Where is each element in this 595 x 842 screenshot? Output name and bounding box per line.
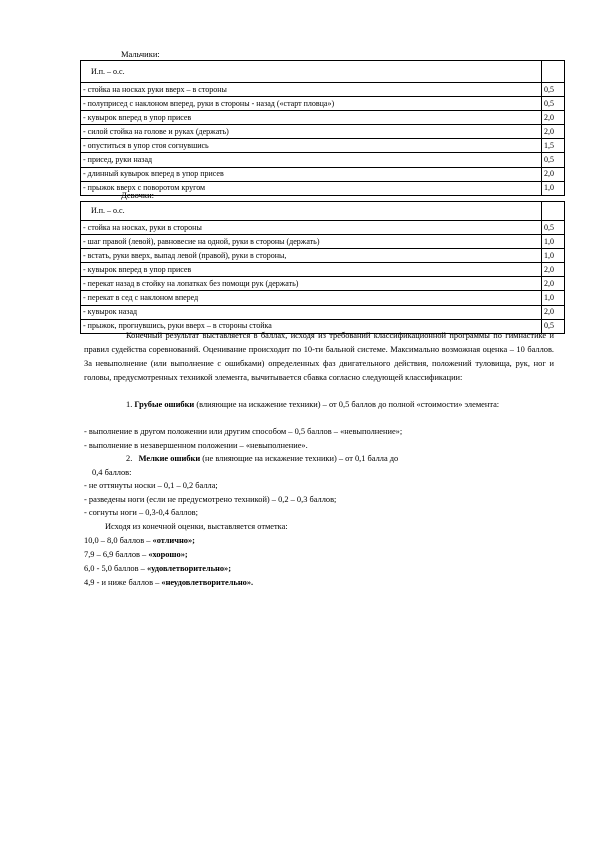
grade-end: ;	[192, 536, 195, 545]
grade-end: ;	[184, 550, 188, 559]
table-row	[81, 125, 565, 139]
minor-errors-description: (не влияющие на искажение техники) – от 0,1 балла до	[200, 454, 399, 463]
grade-end: .	[251, 578, 254, 587]
grade-line	[84, 534, 195, 547]
grade-range: 6,0 - 5,0 баллов –	[84, 564, 147, 573]
exercise-cell: - кувырок вперед в упор присев	[81, 263, 542, 277]
girls-heading: Девочки:	[121, 190, 154, 200]
table-row	[81, 235, 565, 249]
score-cell: 0,5	[542, 221, 565, 235]
gross-errors-number: 1.	[126, 400, 133, 409]
exercise-cell: - кувырок назад	[81, 305, 542, 319]
score-cell: 1,0	[542, 181, 565, 195]
table-row	[81, 111, 565, 125]
score-cell	[542, 61, 565, 83]
start-position-cell: И.п. – о.с.	[81, 202, 542, 221]
score-cell: 0,5	[542, 319, 565, 333]
table-row	[81, 277, 565, 291]
exercise-cell: - длинный кувырок вперед в упор присев	[81, 167, 542, 181]
exercise-cell: - прыжок вверх с поворотом кругом	[81, 181, 542, 195]
exercise-cell: - опуститься в упор стоя согнувшись	[81, 139, 542, 153]
intro-paragraph-text: Конечный результат выставляется в баллах, исходя из требований классификационной программы по гимнастике и правил судейства соревнований. Оценивание происходит по 10-ти бальной системе. Максимально возможная оценка – 10 баллов. За невыполнение (или выполнение с ошибками) определенных фаз двигательного действия, положений туловища, рук, ног и головы, предусмотренных техникой элемента, вычитывается сбавка согласно следующей классификации:	[84, 331, 554, 382]
table-row	[81, 139, 565, 153]
minor-errors-continuation: 0,4 баллов:	[92, 468, 132, 477]
grade-line	[84, 576, 253, 589]
table-row	[81, 202, 565, 221]
gross-errors-description: (влияющие на искажение техники) – от 0,5 баллов до полной «стоимости» элемента:	[194, 400, 500, 409]
boys-table	[80, 60, 565, 196]
table-row	[81, 221, 565, 235]
score-cell: 1,0	[542, 249, 565, 263]
score-cell: 1,0	[542, 235, 565, 249]
exercise-cell: - встать, руки вверх, выпад левой (правой), руки в стороны,	[81, 249, 542, 263]
grade-range: 7,9 – 6,9 баллов –	[84, 550, 149, 559]
table-row	[81, 291, 565, 305]
gross-errors-title: Грубые ошибки	[134, 400, 195, 409]
list-item: - выполнение в другом положении или другим способом – 0,5 баллов – «невыполнение»;	[84, 427, 403, 436]
table-row	[81, 305, 565, 319]
exercise-cell: - полуприсед с наклоном вперед, руки в стороны - назад («старт пловца»)	[81, 97, 542, 111]
grade-range: 4,9 - и ниже баллов –	[84, 578, 162, 587]
score-cell: 0,5	[542, 83, 565, 97]
score-cell: 2,0	[542, 167, 565, 181]
grade-mark: «отлично»	[152, 536, 193, 545]
score-cell: 0,5	[542, 97, 565, 111]
score-cell: 1,5	[542, 139, 565, 153]
exercise-cell: - перекат в сед с наклоном вперед	[81, 291, 542, 305]
exercise-cell: - стойка на носках, руки в стороны	[81, 221, 542, 235]
table-row	[81, 97, 565, 111]
score-cell: 2,0	[542, 305, 565, 319]
boys-heading: Мальчики:	[121, 49, 160, 59]
minor-errors-title: Мелкие ошибки	[138, 454, 201, 463]
grade-end: ;	[228, 564, 232, 573]
table-row	[81, 167, 565, 181]
list-item: - не оттянуты носки – 0,1 – 0,2 балла;	[84, 481, 218, 490]
table-row	[81, 263, 565, 277]
score-cell	[542, 202, 565, 221]
start-position-cell: И.п. – о.с.	[81, 61, 542, 83]
table-row	[81, 83, 565, 97]
exercise-cell: - шаг правой (левой), равновесие на одной, руки в стороны (держать)	[81, 235, 542, 249]
exercise-cell: - стойка на носках руки вверх – в стороны	[81, 83, 542, 97]
exercise-cell: - силой стойка на голове и руках (держать)	[81, 125, 542, 139]
minor-errors-number: 2.	[126, 454, 133, 463]
exercise-cell: - кувырок вперед в упор присев	[81, 111, 542, 125]
grade-mark: «удовлетворительно»	[146, 564, 229, 573]
minor-errors-text	[126, 452, 398, 465]
score-cell: 2,0	[542, 111, 565, 125]
exercise-cell: - прыжок, прогнувшись, руки вверх – в стороны стойка	[81, 319, 542, 333]
score-cell: 2,0	[542, 263, 565, 277]
exercise-cell: - присед, руки назад	[81, 153, 542, 167]
score-cell: 2,0	[542, 277, 565, 291]
gross-errors-paragraph	[84, 398, 554, 412]
score-cell: 0,5	[542, 153, 565, 167]
girls-table	[80, 201, 565, 334]
intro-paragraph	[84, 329, 554, 385]
list-item: - разведены ноги (если не предусмотрено техникой) – 0,2 – 0,3 баллов;	[84, 495, 337, 504]
list-item: - выполнение в незавершенном положении – «невыполнение».	[84, 441, 308, 450]
grading-intro: Исходя из конечной оценки, выставляется отметка:	[105, 522, 288, 531]
grade-mark: «хорошо»	[148, 550, 185, 559]
grade-mark: «неудовлетворительно»	[161, 578, 252, 587]
table-row	[81, 61, 565, 83]
score-cell: 1,0	[542, 291, 565, 305]
table-row	[81, 153, 565, 167]
exercise-cell: - перекат назад в стойку на лопатках без помощи рук (держать)	[81, 277, 542, 291]
grade-line	[84, 548, 188, 561]
list-item: - согнуты ноги – 0,3-0,4 баллов;	[84, 508, 198, 517]
score-cell: 2,0	[542, 125, 565, 139]
table-row	[81, 249, 565, 263]
grade-range: 10,0 – 8,0 баллов –	[84, 536, 153, 545]
grade-line	[84, 562, 231, 575]
gross-errors-text	[84, 398, 554, 412]
